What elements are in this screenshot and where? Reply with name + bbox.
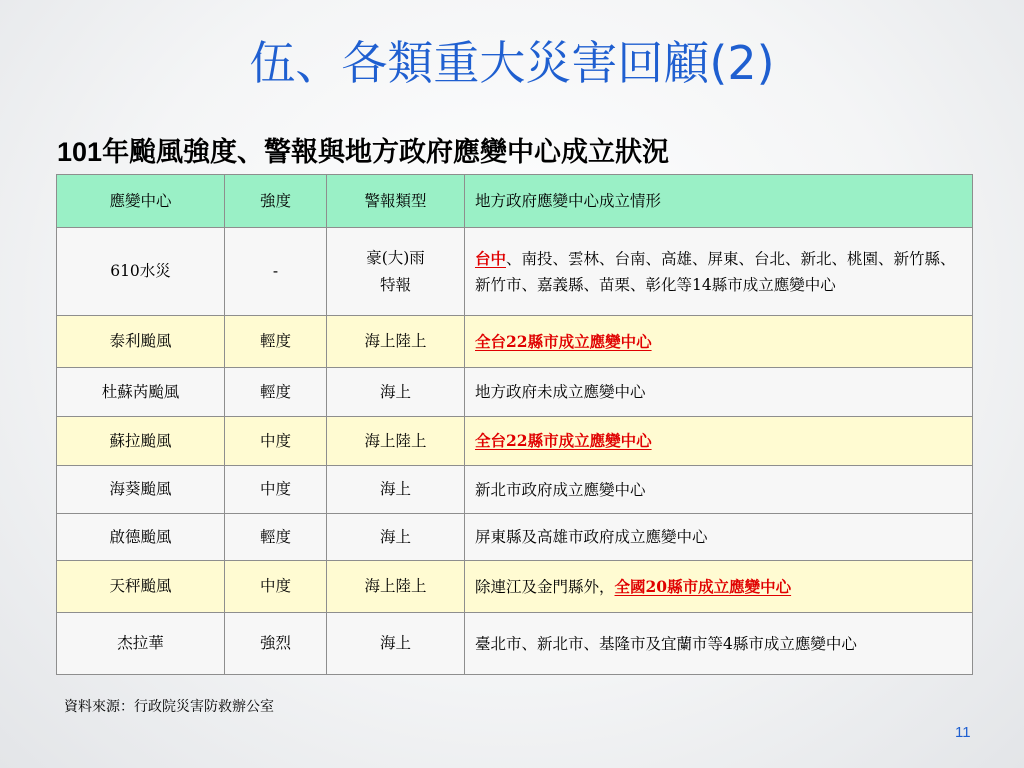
row-description [465, 228, 973, 316]
row-alert: 海上陸上 [327, 561, 465, 613]
row-intensity: - [225, 228, 327, 316]
table-row [57, 228, 973, 316]
row-intensity: 中度 [225, 466, 327, 514]
row-description: 新北市政府成立應變中心 [465, 466, 973, 514]
row-alert: 海上 [327, 514, 465, 561]
row-description: 屏東縣及高雄市政府成立應變中心 [465, 514, 973, 561]
row-description: 臺北市、新北市、基隆市及宜蘭市等4縣市成立應變中心 [465, 613, 973, 675]
table-row [57, 613, 973, 675]
data-source-note: 資料來源：行政院災害防救辦公室 [64, 699, 274, 715]
row-intensity: 輕度 [225, 514, 327, 561]
caption-text: 年颱風強度、警報與地方政府應變中心成立狀況 [102, 137, 670, 168]
highlight-text: 全台22縣市成立應變中心 [475, 331, 652, 351]
header-alert: 警報類型 [327, 175, 465, 228]
row-intensity: 輕度 [225, 368, 327, 417]
highlight-text: 台中 [475, 248, 507, 268]
row-description: 地方政府未成立應變中心 [465, 368, 973, 417]
row-center: 蘇拉颱風 [57, 417, 225, 466]
row-alert-line1: 豪(大)雨 [366, 248, 425, 267]
caption-year: 101 [57, 137, 103, 167]
description-text: 除連江及金門縣外， [475, 577, 615, 596]
highlight-text: 全台22縣市成立應變中心 [475, 431, 652, 450]
table-row [57, 514, 973, 561]
row-alert: 海上 [327, 368, 465, 417]
header-center: 應變中心 [57, 175, 225, 228]
table-caption [57, 133, 669, 172]
row-center: 610水災 [57, 228, 225, 316]
table-row [57, 368, 973, 417]
table-row [57, 316, 973, 368]
row-alert: 海上 [327, 613, 465, 675]
row-center: 泰利颱風 [57, 316, 225, 368]
row-alert: 海上陸上 [327, 417, 465, 466]
row-center: 啟德颱風 [57, 514, 225, 561]
header-description: 地方政府應變中心成立情形 [465, 175, 973, 228]
row-center: 海葵颱風 [57, 466, 225, 514]
row-intensity: 強烈 [225, 613, 327, 675]
row-alert [327, 228, 465, 316]
description-text: 、南投、雲林、台南、高雄、屏東、台北、新北、桃園、新竹縣、新竹市、嘉義縣、苗栗、彰化等14縣市成立應變中心 [475, 249, 956, 294]
slide-title: 伍、各類重大災害回顧(2) [249, 36, 775, 90]
row-alert: 海上陸上 [327, 316, 465, 368]
row-alert: 海上 [327, 466, 465, 514]
row-description [465, 417, 973, 466]
row-description [465, 561, 973, 613]
row-intensity: 中度 [225, 417, 327, 466]
highlight-text: 全國20縣市成立應變中心 [614, 576, 792, 596]
row-intensity: 中度 [225, 561, 327, 613]
table-row [57, 561, 973, 613]
table-row [57, 417, 973, 466]
row-alert-line2: 特報 [379, 275, 411, 294]
typhoon-response-table [56, 174, 973, 675]
row-center: 杜蘇芮颱風 [57, 368, 225, 417]
header-intensity: 強度 [225, 175, 327, 228]
table-header-row [57, 175, 973, 228]
row-center: 杰拉華 [57, 613, 225, 675]
row-intensity: 輕度 [225, 316, 327, 368]
page-number: 11 [955, 724, 971, 741]
table-row [57, 466, 973, 514]
row-center: 天秤颱風 [57, 561, 225, 613]
row-description [465, 316, 973, 368]
